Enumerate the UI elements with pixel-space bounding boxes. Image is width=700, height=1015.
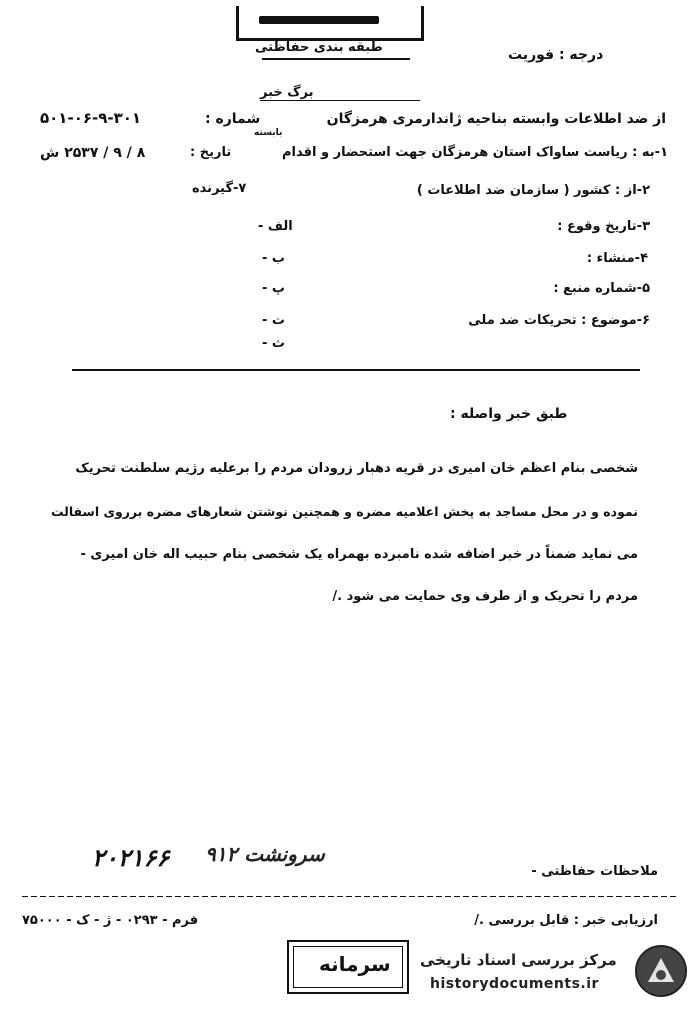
handwritten-note: سرونشت ۹۱۲ (205, 842, 325, 866)
classification-underline (262, 58, 410, 60)
evaluation-line: ارزیابی خبر : قابل بررسی ./ (474, 913, 658, 928)
body-heading: طبق خبر واصله : (450, 406, 568, 422)
section-divider (72, 369, 640, 371)
to-line: ۱-به : ریاست ساواک استان هرمزگان جهت استحضار و اقدام (282, 145, 668, 160)
priority-label: درجه : فوریت (508, 47, 604, 63)
date-value: ۸ / ۹ / ۲۵۳۷ ش (40, 145, 146, 161)
body-line-4: مردم را تحریک و از طرف وی حمایت می شود ./ (332, 589, 638, 604)
item-5-sub: پ - (262, 281, 285, 296)
body-line-3: می نماید ضمناً در خبر اضافه شده نامبرده بهمراه یک شخصی بنام حبیب اله خان امیری - (80, 547, 638, 562)
remarks-label: ملاحظات حفاظتی - (531, 864, 658, 879)
item-7-recipient: ۷-گیرنده (192, 181, 247, 196)
item-6-sub-2: ث - (262, 336, 285, 351)
form-title: برگ خبر (260, 85, 314, 100)
date-label: تاریخ : (190, 145, 232, 160)
item-5-source: ۵-شماره منبع : (553, 281, 650, 296)
form-code: فرم - ۰۲۹۳ - ژ - ک - ۷۵۰۰۰ (22, 913, 199, 928)
watermark-logo-icon (634, 944, 688, 998)
number-label: شماره : (205, 111, 261, 127)
body-line-1: شخصی بنام اعظم خان امیری در قریه دهبار زرودان مردم را برعلیه رژیم سلطنت تحریک (75, 461, 638, 476)
item-3-sub: الف - (258, 219, 293, 234)
item-4-sub: ب - (262, 251, 285, 266)
archive-stamp: سرمانه (287, 940, 409, 994)
item-4-origin: ۴-منشاء : (586, 251, 648, 266)
item-6-subject: ۶-موضوع : تحریکات ضد ملی (468, 313, 650, 328)
watermark-url: historydocuments.ir (430, 976, 599, 992)
form-title-underline (260, 100, 420, 101)
number-note: بابسته (254, 128, 283, 138)
watermark-title: مرکز بررسی اسناد تاریخی (420, 951, 617, 969)
footer-divider (22, 896, 678, 897)
from-line: از ضد اطلاعات وابسته بناحیه ژاندارمری هرمزگان (326, 111, 666, 127)
handwritten-number: ۲۰۲۱۶۶ (92, 843, 170, 872)
item-6-sub-1: ت - (262, 313, 285, 328)
body-line-2: نموده و در محل مساجد به پخش اعلامیه مضره و همچنین نوشتن شعارهای مضره برروی اسفالت (50, 504, 638, 519)
item-3-date: ۳-تاریخ وقوع : (557, 219, 650, 234)
item-2-from: ۲-از : کشور ( سازمان ضد اطلاعات ) (416, 183, 650, 198)
classification-label: طبقه بندی حفاظتی (255, 40, 383, 55)
number-value: ۵۰۱-۰۶-۹-۳۰۱ (40, 109, 142, 127)
top-stamp (236, 6, 424, 41)
